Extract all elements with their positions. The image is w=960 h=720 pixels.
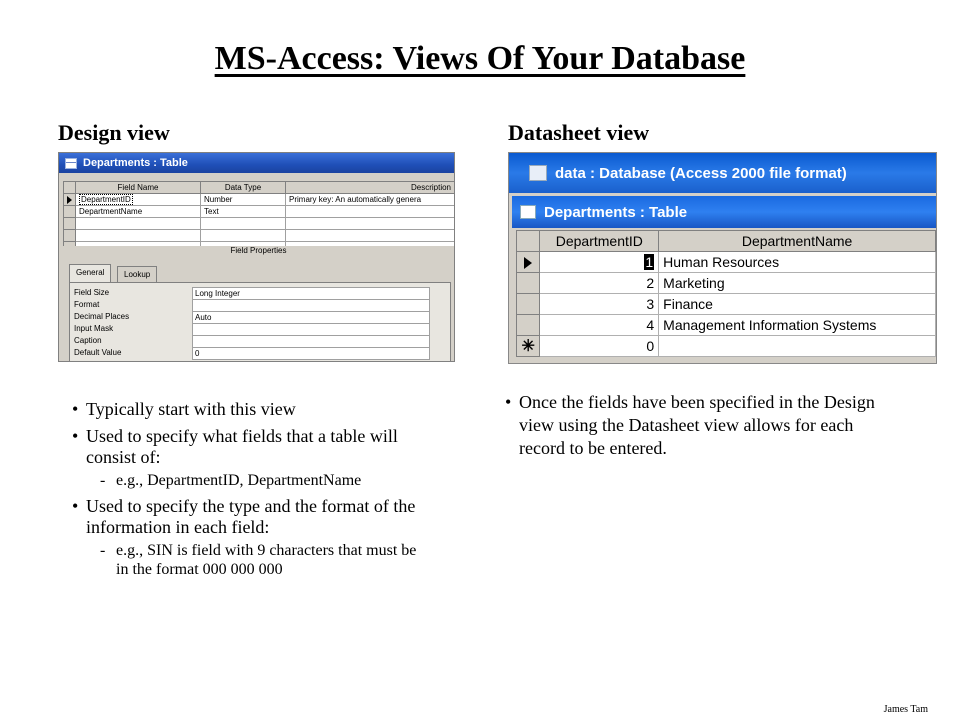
design-view-heading: Design view — [58, 120, 170, 145]
current-row-pointer-icon — [524, 257, 532, 269]
table-row[interactable] — [64, 230, 455, 242]
row-selector-header — [517, 231, 540, 252]
sub-bullet-item: - e.g., SIN is field with 9 characters that must be in the format 000 000 000 — [86, 541, 417, 579]
table-row[interactable] — [517, 294, 936, 315]
current-row-pointer-icon — [67, 196, 72, 204]
property-label: Default Value — [74, 348, 122, 357]
tab-lookup[interactable]: Lookup — [117, 266, 157, 283]
field-grid — [63, 181, 455, 254]
row-selector[interactable] — [517, 273, 540, 294]
row-selector[interactable] — [64, 206, 76, 218]
bullet-text: Typically start with this view — [86, 399, 296, 419]
property-label: Format — [74, 300, 100, 309]
row-selector[interactable] — [517, 294, 540, 315]
department-id-cell[interactable]: 3 — [540, 294, 659, 315]
field-properties-label: Field Properties — [63, 246, 454, 255]
field-name-cell[interactable]: DepartmentName — [76, 206, 201, 218]
table-row[interactable] — [64, 206, 455, 218]
property-label: Decimal Places — [74, 312, 130, 321]
sub-bullets — [86, 471, 417, 490]
table-row[interactable] — [64, 218, 455, 230]
description-cell[interactable] — [286, 230, 455, 242]
department-id-cell[interactable]: 4 — [540, 315, 659, 336]
description-cell[interactable] — [286, 218, 455, 230]
datasheet-grid — [516, 230, 936, 357]
design-window-title: Departments : Table — [83, 157, 188, 169]
table-row[interactable] — [517, 273, 936, 294]
row-selector[interactable] — [517, 252, 540, 273]
datasheet-window-titlebar — [512, 196, 936, 228]
property-value-input[interactable]: 0 — [192, 347, 430, 360]
property-value-input[interactable]: Long Integer — [192, 287, 430, 300]
datasheet-view-screenshot — [508, 152, 937, 364]
column-header[interactable]: Data Type — [201, 182, 286, 194]
field-grid-header — [64, 182, 455, 194]
department-id-cell[interactable]: 0 — [540, 336, 659, 357]
bullet-item: • Once the fields have been specified in the Design view using the Datasheet view allows for each record to be entered. — [505, 391, 895, 460]
department-name-cell[interactable] — [659, 336, 936, 357]
column-header[interactable]: DepartmentName — [659, 231, 936, 252]
department-name-cell[interactable]: Marketing — [659, 273, 936, 294]
bullet-item — [72, 426, 417, 490]
table-row[interactable] — [517, 315, 936, 336]
property-value-input[interactable]: Auto — [192, 311, 430, 324]
bullet-item — [72, 496, 417, 579]
property-row — [74, 335, 444, 347]
new-record-row[interactable] — [517, 336, 936, 357]
table-icon — [65, 158, 77, 169]
datasheet-view-heading: Datasheet view — [508, 120, 650, 145]
design-view-bullets — [72, 399, 417, 585]
design-view-screenshot — [58, 152, 455, 362]
field-name-cell[interactable] — [76, 194, 201, 206]
field-name-text: DepartmentID — [81, 195, 131, 204]
row-selector[interactable] — [64, 230, 76, 242]
data-type-cell[interactable] — [201, 218, 286, 230]
department-id-cell[interactable] — [540, 252, 659, 273]
database-window-title: data : Database (Access 2000 file format) — [555, 164, 847, 182]
property-label: Caption — [74, 336, 102, 345]
database-window-titlebar — [509, 153, 936, 193]
field-properties-panel — [69, 282, 451, 362]
column-header[interactable]: Description — [286, 182, 455, 194]
column-header[interactable]: DepartmentID — [540, 231, 659, 252]
field-name-cell[interactable] — [76, 230, 201, 242]
table-row[interactable] — [64, 194, 455, 206]
property-row — [74, 323, 444, 335]
department-name-cell[interactable]: Management Information Systems — [659, 315, 936, 336]
sub-bullet-item: - e.g., DepartmentID, DepartmentName — [86, 471, 417, 490]
bullet-text: Used to specify what fields that a table will consist of: — [86, 426, 398, 467]
property-row — [74, 311, 444, 323]
data-type-cell[interactable]: Number — [201, 194, 286, 206]
field-name-cell[interactable] — [76, 218, 201, 230]
property-row — [74, 299, 444, 311]
column-header[interactable]: Field Name — [76, 182, 201, 194]
property-row — [74, 347, 444, 359]
row-selector[interactable] — [64, 218, 76, 230]
table-icon — [520, 205, 536, 219]
data-type-cell[interactable] — [201, 230, 286, 242]
datasheet-window-title: Departments : Table — [544, 203, 688, 221]
property-label: Input Mask — [74, 324, 114, 333]
row-selector-header — [64, 182, 76, 194]
datasheet-window — [512, 193, 936, 363]
row-selector[interactable] — [517, 315, 540, 336]
selected-value: 1 — [645, 254, 654, 270]
department-name-cell[interactable]: Finance — [659, 294, 936, 315]
design-window-titlebar — [59, 153, 454, 173]
author-footer: James Tam — [883, 704, 928, 715]
slide-title: MS-Access: Views Of Your Database — [214, 40, 746, 77]
description-cell[interactable]: Primary key: An automatically genera — [286, 194, 455, 206]
department-id-cell[interactable]: 2 — [540, 273, 659, 294]
database-icon — [529, 165, 547, 181]
tab-general[interactable]: General — [69, 264, 111, 283]
datasheet-header — [517, 231, 936, 252]
bullet-item — [72, 399, 417, 420]
table-row[interactable] — [517, 252, 936, 273]
description-cell[interactable] — [286, 206, 455, 218]
datasheet-view-bullets — [505, 391, 895, 466]
new-record-icon[interactable]: ✳ — [517, 336, 540, 357]
department-name-cell[interactable]: Human Resources — [659, 252, 936, 273]
sub-bullets — [86, 541, 417, 579]
bullet-text: Used to specify the type and the format of the information in each field: — [86, 496, 416, 537]
data-type-cell[interactable]: Text — [201, 206, 286, 218]
property-label: Field Size — [74, 288, 110, 297]
property-row — [74, 287, 444, 299]
row-selector[interactable] — [64, 194, 76, 206]
